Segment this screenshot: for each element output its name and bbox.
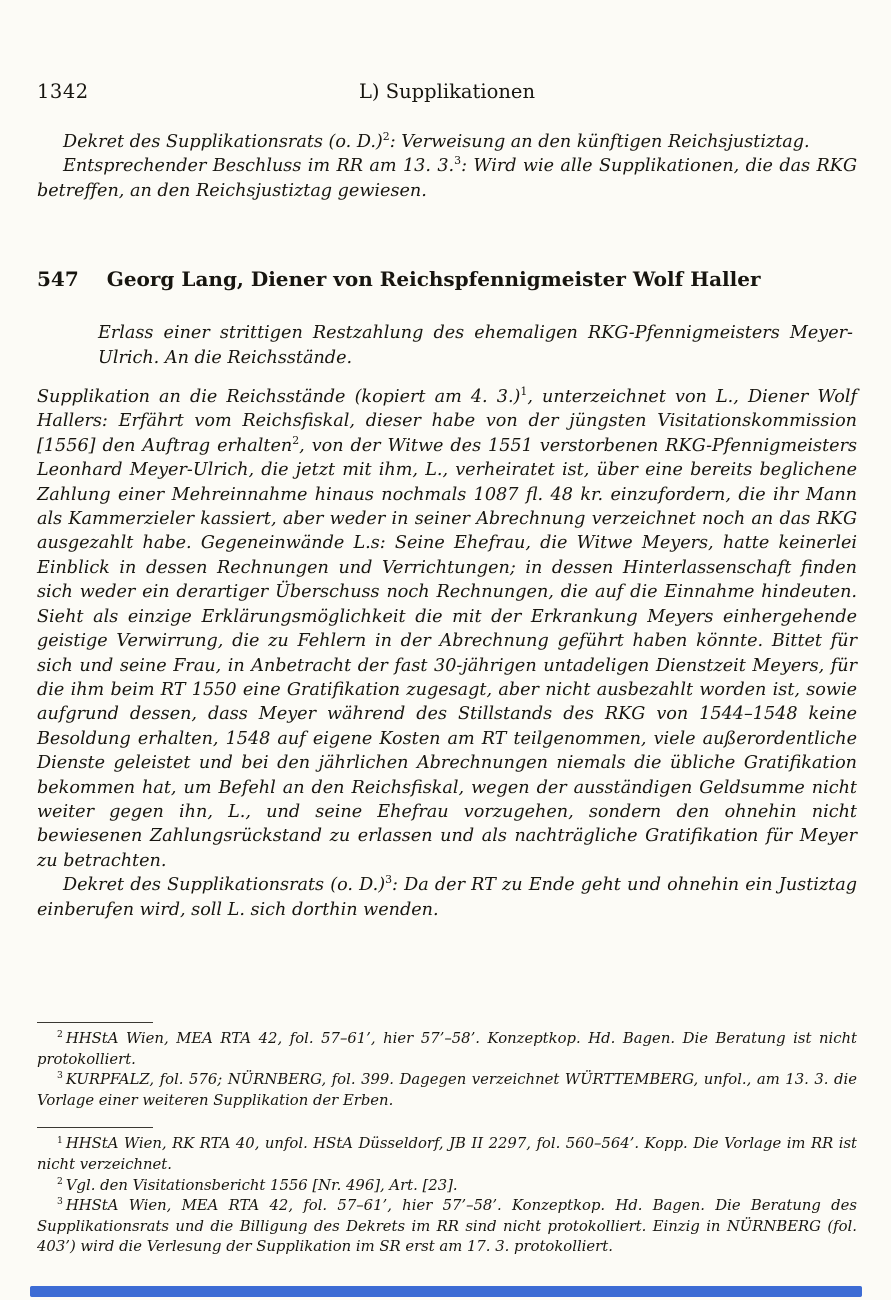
footnotes-section xyxy=(37,1022,857,1258)
decree-text: : Da der RT zu Ende geht und ohnehin ein Justiztag einberufen wird, soll L. sich dorthin wenden. xyxy=(37,875,857,920)
body-text: , von der Witwe des 1551 verstorbenen RKG-Pfennigmeisters Leonhard Meyer-Ulrich, die jetzt mit ihm, L., verheiratet ist, über eine bereits beglichene Zahlung einer Mehreinnahme hinaus nochmals 1087 fl. 48 kr. einzufordern, die ihr Mann als Kammerzieler kassiert, aber weder in seiner Abrechnung verzeichnet noch an das RKG ausgezahlt habe. Gegeneinwände L.s: Seine Ehefrau, die Witwe Meyers, hatte keinerlei Einblick in dessen Rechnungen und Verrichtungen; in dessen Hinterlassenschaft finden sich weder ein derartiger Überschuss noch Rechnungen, die auf die Einnahme hindeuten. Sieht als einzige Erklärungsmöglichkeit die mit der Erkrankung Meyers einhergehende geistige Verwirrung, die zu Fehlern in der Abrechnung geführt haben könnte. Bittet für sich und seine Frau, in Anbetracht der fast 30-jährigen untadeligen Dienstzeit Meyers, für die ihm beim RT 1550 eine Gratifikation zugesagt, aber nicht ausbezahlt worden ist, sowie aufgrund dessen, dass Meyer während des Stillstands des RKG von 1544–1548 keine Besoldung erhalten, 1548 auf eigene Kosten am RT teilgenommen, viele außerordentliche Dienste geleistet und bei den jährlichen Abrechnungen niemals die übliche Gratifikation bekommen hat, um Befehl an den Reichsfiskal, wegen der ausständigen Geldsumme nicht weiter gegen ihn, L., und seine Ehefrau vorzugehen, sondern den ohnehin nicht bewiesenen Zahlungsrückstand zu erlassen und als nachträgliche Gratifikation für Meyer zu betrachten. xyxy=(37,435,858,871)
body-text: , unterzeichnet von L., Diener Wolf Hallers: Erfährt vom Reichsfiskal, dieser habe von der jüngsten Visitationskommission [1556] den Auftrag erhalten xyxy=(37,387,857,456)
running-title: L) Supplikationen xyxy=(358,80,536,103)
decree-paragraph xyxy=(37,130,857,154)
footnote xyxy=(37,1134,857,1175)
footnote-number: 1 xyxy=(57,1134,63,1146)
footnote-group-entry-547 xyxy=(37,1134,857,1258)
decree-paragraph xyxy=(37,154,857,203)
footnote-marker: 2 xyxy=(292,433,300,447)
decree-text: Dekret des Supplikationsrats (o. D.) xyxy=(63,875,386,896)
footnote xyxy=(37,1029,857,1070)
footnote-group-previous-entry xyxy=(37,1029,857,1111)
footnote-rule xyxy=(37,1022,153,1023)
footnote-marker: 3 xyxy=(385,873,393,887)
abstract-text: Erlass einer strittigen Restzahlung des ehemaligen RKG-Pfennigmeisters Meyer-Ulrich. An die Reichsstände. xyxy=(98,323,853,368)
footnote xyxy=(37,1070,857,1111)
footnote-rule xyxy=(37,1127,153,1128)
decree-text: : Verweisung an den künftigen Reichsjustiztag. xyxy=(389,132,810,152)
footnote-marker: 3 xyxy=(454,154,462,168)
page-number: 1342 xyxy=(37,80,89,103)
footnote-text: HHStA Wien, MEA RTA 42, fol. 57–61’, hier 57’–58’. Konzeptkop. Hd. Bagen. Die Beratung ist nicht protokolliert. xyxy=(37,1030,857,1068)
page-header xyxy=(37,80,857,106)
entry-body xyxy=(37,385,857,922)
entry-abstract xyxy=(98,321,853,370)
horizontal-scrollbar-thumb[interactable] xyxy=(30,1286,862,1297)
footnote-text: HHStA Wien, MEA RTA 42, fol. 57–61’, hier 57’–58’. Konzeptkop. Hd. Bagen. Die Beratung des Supplikationsrats und die Billigung des Dekrets im RR sind nicht protokolliert. Einzig in NÜRNBERG (fol. 403’) wird die Verlesung der Supplikation im SR erst am 17. 3. protokolliert. xyxy=(37,1197,857,1256)
footnote-number: 3 xyxy=(57,1070,63,1082)
entry-heading xyxy=(37,267,857,291)
footnote xyxy=(37,1176,857,1197)
supplication-paragraph xyxy=(37,385,857,873)
footnote-marker: 1 xyxy=(520,385,528,399)
footnote-text: HHStA Wien, RK RTA 40, unfol. HStA Düsseldorf, JB II 2297, fol. 560–564’. Kopp. Die Vorlage im RR ist nicht verzeichnet. xyxy=(37,1135,857,1174)
decree-text: : Wird wie alle Supplikationen, die das RKG betreffen, an den Reichsjustiztag gewiesen. xyxy=(37,156,857,201)
footnote-text: Vgl. den Visitationsbericht 1556 [Nr. 496], Art. [23]. xyxy=(65,1176,458,1194)
entry-title: Georg Lang, Diener von Reichspfennigmeister Wolf Haller xyxy=(106,267,761,292)
entry-number: 547 xyxy=(37,267,79,292)
footnote-number: 3 xyxy=(57,1196,63,1208)
body-text: Supplikation an die Reichsstände (kopiert am 4. 3.) xyxy=(37,387,521,408)
previous-entry-decrees xyxy=(37,130,857,203)
footnote-number: 2 xyxy=(57,1175,63,1187)
decree-text: Dekret des Supplikationsrats (o. D.) xyxy=(63,132,383,152)
decree-paragraph xyxy=(37,873,857,922)
decree-text: Entsprechender Beschluss im RR am 13. 3. xyxy=(63,156,455,177)
footnote xyxy=(37,1196,857,1258)
footnote-marker: 2 xyxy=(382,130,390,144)
footnote-text: KURPFALZ, fol. 576; NÜRNBERG, fol. 399. Dagegen verzeichnet WÜRTTEMBERG, unfol., am 13. 3. die Vorlage einer weiteren Supplikation der Erben. xyxy=(37,1071,857,1109)
footnote-number: 2 xyxy=(57,1029,63,1041)
